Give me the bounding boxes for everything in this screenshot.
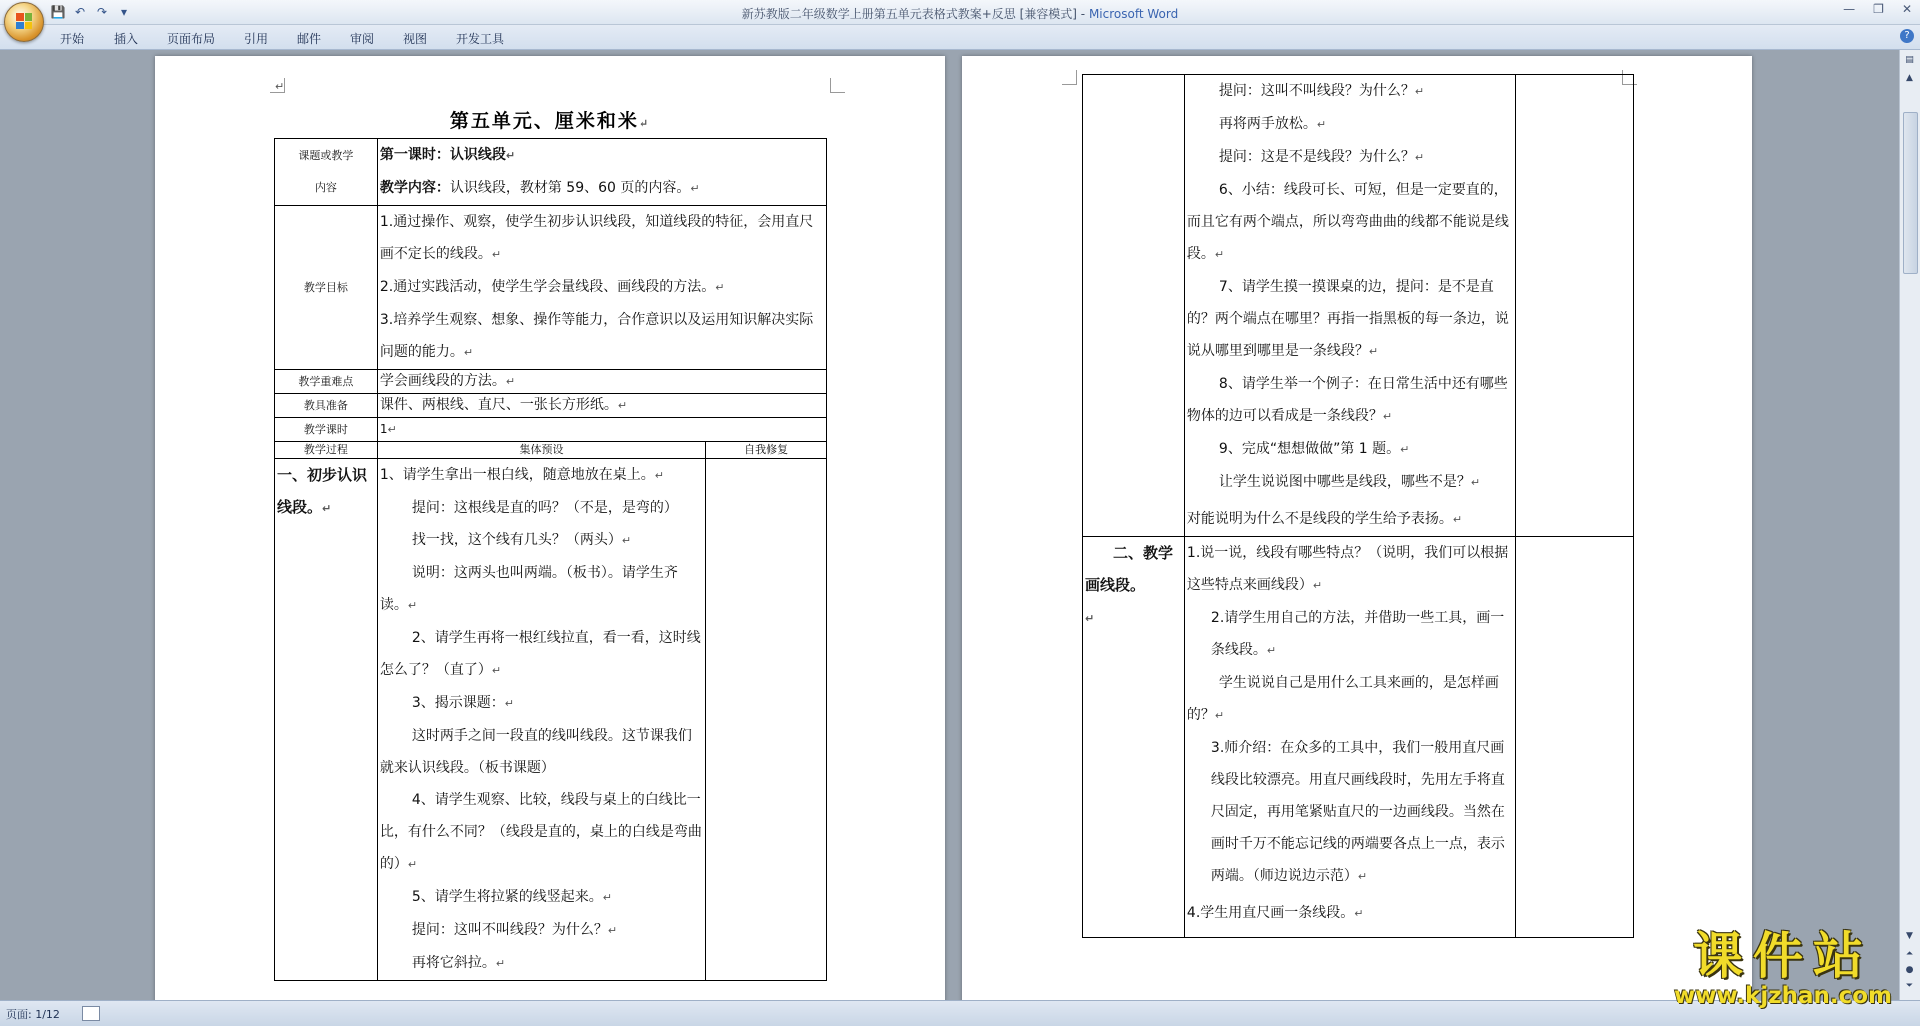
title-bar bbox=[0, 0, 1920, 25]
status-bar bbox=[0, 1000, 1920, 1026]
section-cell-empty[interactable] bbox=[1083, 75, 1185, 537]
table-row bbox=[1083, 537, 1634, 938]
plan-cell[interactable]: 1.说一说，线段有哪些特点？（说明，我们可以根据这些特点来画线段）↵ 2.请学生用自己的方法，并借助一些工具，画一条线段。↵ 学生说说自己是用什么工具来画的，是怎样画的？↵ 3.师介绍：在众多的工具中，我们一般用直尺画线段比较漂亮。用直尺画线段时，先用左手将直尺固定，再用笔紧贴直尺的一边画线段。当然在画时千万不能忘记线的两端要各点上一点，表示两端。（师边说边示范）↵ 4.学生用直尺画一条线段。↵ bbox=[1184, 537, 1515, 938]
window-controls bbox=[1843, 2, 1912, 16]
watermark-logo: 课件站 bbox=[1693, 926, 1873, 985]
crop-mark bbox=[1062, 70, 1077, 85]
redo-icon[interactable]: ↷ bbox=[96, 5, 108, 19]
plan-cell[interactable]: 1、请学生拿出一根白线，随意地放在桌上。↵ 提问：这根线是直的吗？（不是，是弯的） 找一找，这个线有几头？（两头）↵ 说明：这两头也叫两端。（板书）。请学生齐读。↵ 2、请学生再将一根红线拉直，看一看，这时线怎么了？（直了）↵ 3、揭示课题：↵ 这时两手之间一段直的线叫线段。这节课我们就来认识线段。（板书课题） 4、请学生观察、比较，线段与桌上的白线比一比，有什么不同？（线段是直的，桌上的白线是弯曲的）↵ 5、请学生将拉紧的线竖起来。↵ 提问：这叫不叫线段？为什么？↵ 再将它斜拉。↵ bbox=[377, 459, 705, 981]
unit-title: 第五单元、厘米和米↵ bbox=[449, 110, 651, 132]
table-row bbox=[275, 459, 827, 981]
lesson-title: 第一课时：认识线段 bbox=[379, 147, 506, 163]
table-row bbox=[275, 442, 827, 459]
table-row bbox=[275, 418, 827, 442]
hours-cell[interactable]: 1↵ bbox=[377, 418, 826, 442]
revise-column-header: 自我修复 bbox=[706, 442, 827, 459]
topic-cell[interactable]: 第一课时：认识线段↵ 教学内容：认识线段，教材第 59、60 页的内容。↵ bbox=[377, 139, 826, 206]
table-row bbox=[275, 370, 827, 394]
page-1 bbox=[155, 56, 945, 1006]
tab-review[interactable]: 审阅 bbox=[350, 32, 375, 46]
table-row bbox=[275, 139, 827, 206]
process-label: 教学过程 bbox=[275, 442, 378, 459]
paragraph-mark: ↵ bbox=[275, 80, 285, 93]
maximize-button[interactable]: ❐ bbox=[1873, 2, 1884, 16]
save-icon[interactable]: 💾 bbox=[50, 5, 66, 19]
customize-icon[interactable]: ▾ bbox=[120, 5, 128, 19]
content-text: 认识线段，教材第 59、60 页的内容。 bbox=[449, 180, 691, 196]
lesson-table bbox=[274, 138, 827, 981]
close-button[interactable]: ✕ bbox=[1901, 2, 1912, 16]
ruler-toggle-icon[interactable]: ▤ bbox=[1905, 55, 1914, 65]
table-row bbox=[275, 394, 827, 418]
vertical-scrollbar[interactable] bbox=[1899, 50, 1920, 1000]
section-heading-2[interactable]: 二、教学画线段。↵ bbox=[1083, 537, 1185, 938]
office-button[interactable] bbox=[4, 2, 44, 42]
table-row bbox=[1083, 75, 1634, 537]
plan-column-header: 集体预设 bbox=[377, 442, 705, 459]
tab-view[interactable]: 视图 bbox=[403, 32, 428, 46]
tools-cell[interactable]: 课件、两根线、直尺、一张长方形纸。↵ bbox=[377, 394, 826, 418]
previous-page-icon[interactable]: ⏶ bbox=[1905, 949, 1914, 959]
tab-developer[interactable]: 开发工具 bbox=[456, 32, 505, 46]
table-row bbox=[275, 206, 827, 370]
next-page-icon[interactable]: ⏷ bbox=[1905, 981, 1914, 991]
tab-page-layout[interactable]: 页面布局 bbox=[167, 32, 216, 46]
tab-references[interactable]: 引用 bbox=[244, 32, 269, 46]
goals-cell[interactable]: 1.通过操作、观察，使学生初步认识线段，知道线段的特征，会用直尺画不定长的线段。↵ 2.通过实践活动，使学生学会量线段、画线段的方法。↵ 3.培养学生观察、想象、操作等能力，合作意识以及运用知识解决实际问题的能力。↵ bbox=[377, 206, 826, 370]
goal-item: 3.培养学生观察、想象、操作等能力，合作意识以及运用知识解决实际问题的能力。 bbox=[379, 312, 814, 360]
scroll-thumb[interactable] bbox=[1903, 112, 1918, 274]
select-browse-object-icon[interactable]: ● bbox=[1905, 965, 1914, 975]
key-cell[interactable]: 学会画线段的方法。↵ bbox=[377, 370, 826, 394]
tab-home[interactable]: 开始 bbox=[60, 32, 85, 46]
tab-mailings[interactable]: 邮件 bbox=[297, 32, 322, 46]
watermark-url: www.kjzhan.com bbox=[1674, 983, 1892, 1009]
lesson-table-continued bbox=[1082, 74, 1634, 938]
crop-mark bbox=[830, 78, 845, 93]
scroll-up-icon[interactable]: ▲ bbox=[1906, 73, 1913, 83]
app-name: Microsoft Word bbox=[1088, 7, 1179, 21]
office-logo-icon bbox=[16, 13, 32, 29]
page-indicator[interactable]: 页面: 1/12 bbox=[6, 1008, 60, 1021]
revise-cell[interactable] bbox=[1516, 537, 1634, 938]
goal-item: 2.通过实践活动，使学生学会量线段、画线段的方法。 bbox=[379, 279, 716, 295]
scroll-down-icon[interactable]: ▼ bbox=[1906, 931, 1913, 941]
undo-icon[interactable]: ↶ bbox=[74, 5, 86, 19]
goal-item: 1.通过操作、观察，使学生初步认识线段，知道线段的特征，会用直尺画不定长的线段。 bbox=[379, 214, 814, 262]
key-label: 教学重难点 bbox=[275, 370, 378, 394]
tab-insert[interactable]: 插入 bbox=[114, 32, 139, 46]
topic-label: 课题或教学 内容 bbox=[275, 139, 378, 206]
content-label: 教学内容： bbox=[379, 180, 450, 196]
minimize-button[interactable]: — bbox=[1843, 2, 1856, 16]
revise-cell[interactable] bbox=[1516, 75, 1634, 537]
tools-label: 教具准备 bbox=[275, 394, 378, 418]
section-heading-1[interactable]: 一、初步认识线段。↵ bbox=[275, 459, 378, 981]
revise-cell[interactable] bbox=[706, 459, 827, 981]
help-icon[interactable]: ? bbox=[1900, 29, 1914, 43]
page-2 bbox=[962, 56, 1752, 1006]
goals-label: 教学目标 bbox=[275, 206, 378, 370]
document-title: 新苏教版二年级数学上册第五单元表格式教案+反思 [兼容模式] - bbox=[741, 7, 1089, 21]
site-watermark bbox=[1674, 928, 1892, 1008]
proofing-icon[interactable] bbox=[82, 1006, 100, 1021]
plan-cell[interactable]: 提问：这叫不叫线段？为什么？↵ 再将两手放松。↵ 提问：这是不是线段？为什么？↵ 6、小结：线段可长、可短，但是一定要直的，而且它有两个端点，所以弯弯曲曲的线都不能说是线段。↵ 7、请学生摸一摸课桌的边，提问：是不是直的？两个端点在哪里？再指一指黑板的每一条边，说说从哪里到哪里是一条线段？↵ 8、请学生举一个例子：在日常生活中还有哪些物体的边可以看成是一条线段？↵ 9、完成“想想做做”第 1 题。↵ 让学生说说图中哪些是线段，哪些不是？↵ 对能说明为什么不是线段的学生给予表扬。↵ bbox=[1184, 75, 1515, 537]
window-title bbox=[0, 5, 1920, 22]
ribbon-tabs bbox=[0, 25, 1920, 50]
hours-label: 教学课时 bbox=[275, 418, 378, 442]
